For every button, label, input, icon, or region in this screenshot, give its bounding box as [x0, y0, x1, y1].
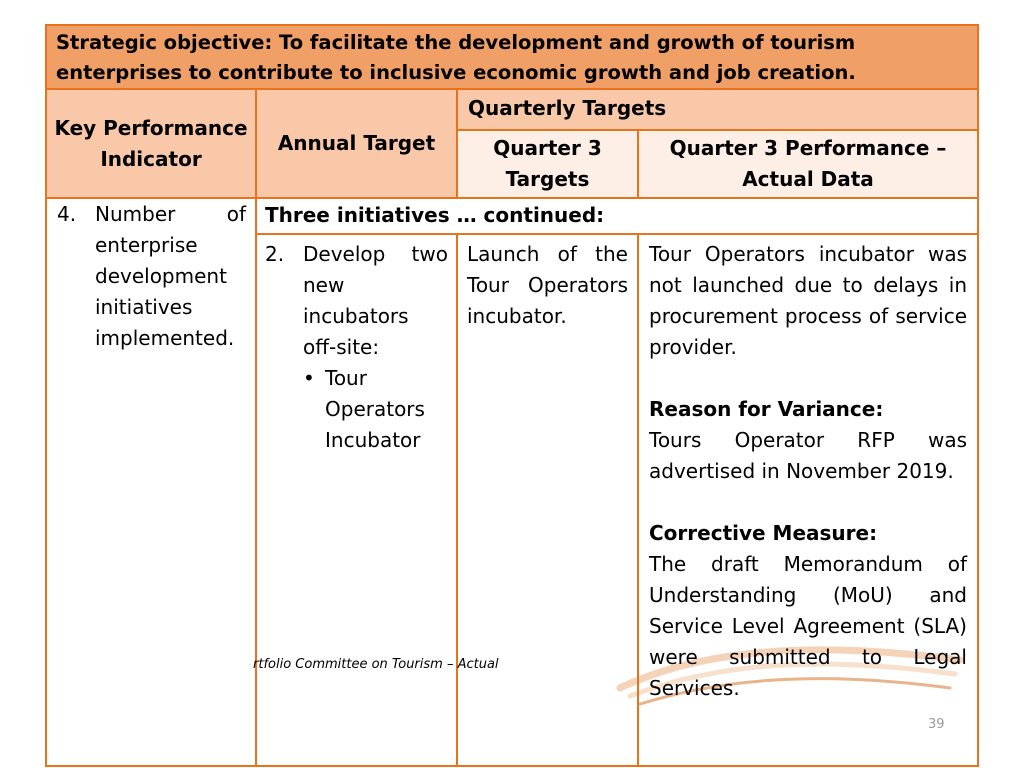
initiatives-row — [46, 198, 978, 234]
objective-row — [46, 25, 978, 89]
strategic-objective: Strategic objective: To facilitate the development and growth of tourism enterprises to contribute to inclusive economic growth and job creation. — [46, 25, 978, 89]
variance-text: Tours Operator RFP was advertised in November 2019. — [649, 428, 967, 483]
bullet-icon: • — [303, 366, 315, 390]
header-q3-actual: Quarter 3 Performance – Actual Data — [638, 130, 978, 198]
header-kpi: Key Performance Indicator — [46, 89, 256, 198]
performance-status: Tour Operators incubator was not launched due to delays in procurement process of service provider. — [649, 242, 967, 359]
kpi-text: Number of enterprise development initiatives implemented. — [95, 202, 246, 350]
q3-performance-cell — [638, 234, 978, 766]
performance-table — [45, 24, 979, 767]
header-annual-target: Annual Target — [256, 89, 457, 198]
header-quarterly-targets: Quarterly Targets — [457, 89, 978, 130]
page-number: 39 — [928, 717, 945, 732]
corrective-heading: Corrective Measure: — [649, 521, 878, 545]
header-q3-targets: Quarter 3 Targets — [457, 130, 638, 198]
initiatives-label: Three initiatives … continued: — [256, 198, 978, 234]
kpi-number: 4. — [57, 202, 77, 226]
kpi-cell — [46, 198, 256, 766]
q3-target-cell: Launch of the Tour Operators incubator. — [457, 234, 638, 766]
annual-bullet-item — [303, 363, 448, 456]
corrective-text: The draft Memorandum of Understanding (MoU) and Service Level Agreement (SLA) were submitted to Legal Services. — [649, 552, 967, 700]
annual-bullet-text: Tour Operators Incubator — [325, 366, 425, 452]
annual-text: Develop two new incubators off-site: — [303, 242, 448, 359]
annual-target-cell — [256, 234, 457, 766]
variance-heading: Reason for Variance: — [649, 397, 884, 421]
kpi-list-item — [57, 199, 246, 354]
header-row-1 — [46, 89, 978, 130]
annual-list-item — [265, 239, 448, 363]
footer-note: rtfolio Committee on Tourism – Actual — [253, 657, 499, 672]
annual-number: 2. — [265, 242, 285, 266]
